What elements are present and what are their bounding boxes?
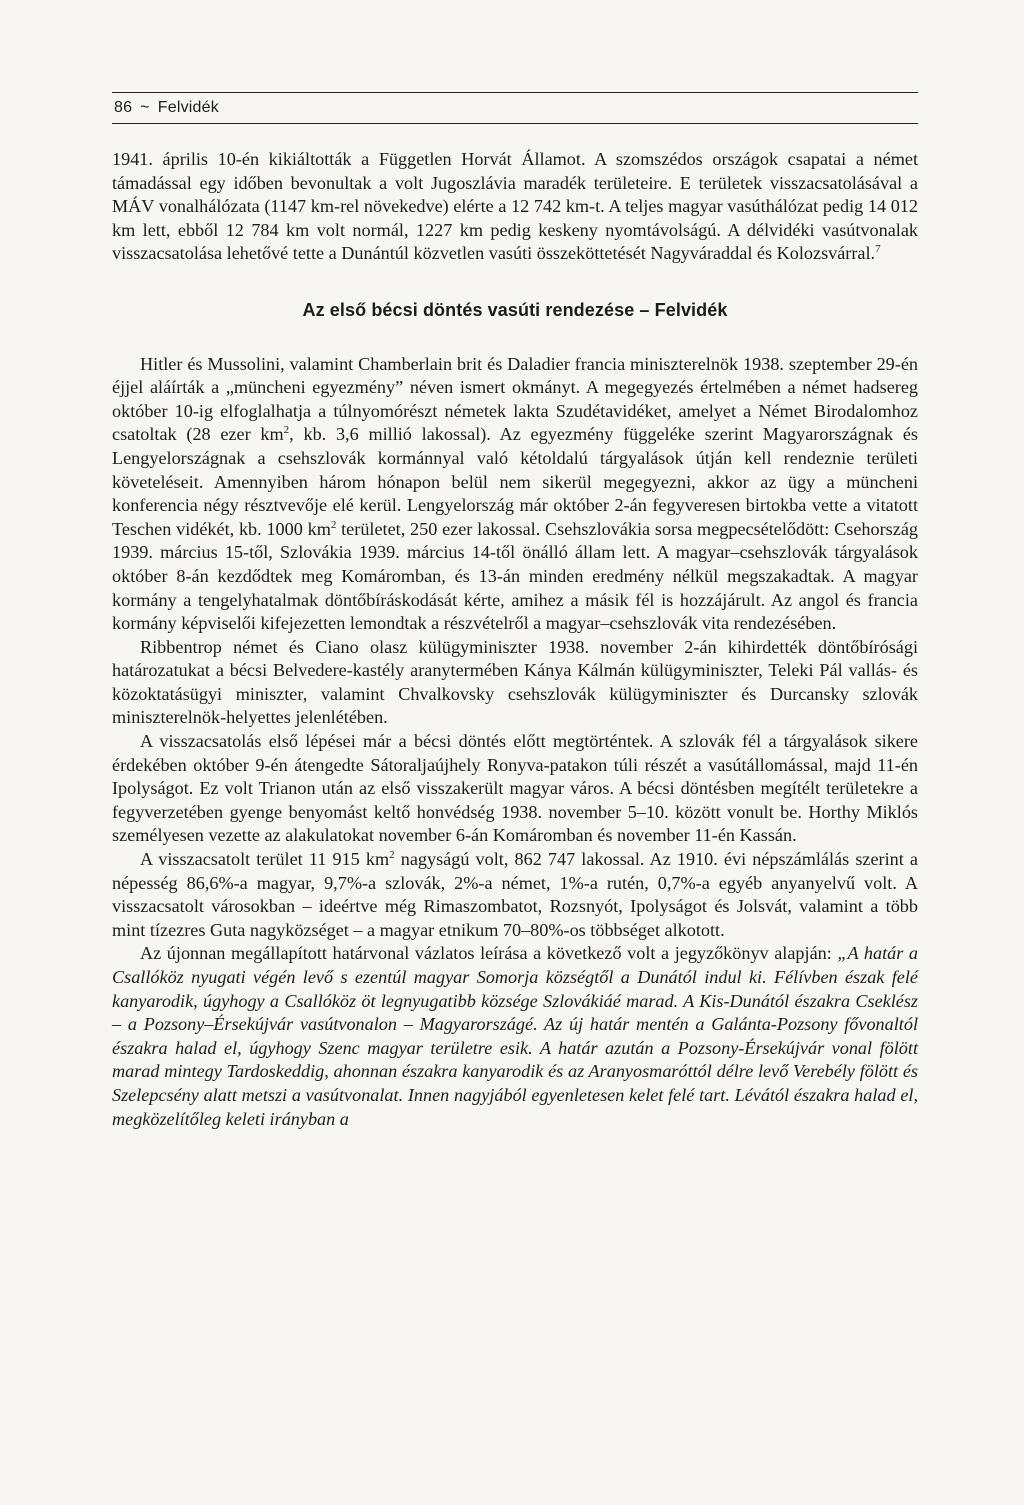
paragraph-4-part-b: nagyságú volt, 862 747 lakossal. Az 1910. évi népszámlálás szerint a népesség 86,6%-a magyar, 9,7%-a szlovák, 2%-a német, 1%-a rutén, 0,7%-a egyéb anyanyelvű volt. A visszacsatolt városokban – ideértve még Rimaszombatot, Rozsnyót, Ipolyságot és Jolsvát, valamint a több mint tízezres Guta nagyközséget – a magyar etnikum 70–80%-os többséget alkotott. bbox=[112, 849, 918, 940]
footnote-reference: 7 bbox=[875, 243, 881, 256]
header-separator: ~ bbox=[140, 99, 150, 116]
paragraph-1-part-b: , kb. 3,6 millió lakossal). Az egyezmény függeléke szerint Magyarországnak és Lengyelországnak a csehszlovák kormánnyal való kétoldalú tárgyalások útján kell rendeznie területi követeléseit. Amennyiben három hónapon belül nem sikerül megegyezni, akkor az ügy a müncheni konferencia négy résztvevője elé kerül. Lengyelország már október 2-án fegyveresen birtokba vette a vitatott Teschen vidékét, kb. 1000 km bbox=[112, 424, 918, 539]
paragraph-3: A visszacsatolás első lépései már a bécsi döntés előtt megtörténtek. A szlovák fél a tárgyalások sikere érdekében október 9-én átengedte Sátoraljaújhely Ronyva-patakon túli részét a vasútállomással, majd 11-én Ipolyságot. Ez volt Trianon után az első visszakerült magyar város. A bécsi döntésben megítélt területekre a fegyverzetében gyenge benyomást keltő honvédség 1938. november 5–10. között vonult be. Horthy Miklós személyesen vezette az alakulatokat november 6-án Komáromban és november 11-én Kassán. bbox=[112, 731, 918, 846]
protocol-quote: „A határ a Csallóköz nyugati végén levő s ezentúl magyar Somorja községtől a Dunától indul ki. Félívben észak felé kanyarodik, úgyhogy a Csallóköz öt legnyugatibb községe Szlovákiáé marad. A Kis-Dunától északra Cseklész – a Pozsony–Érsekújvár vasútvonalon – Magyarországé. Az új határ mentén a Galánta-Pozsony fővonaltól északra halad el, úgyhogy Szenc magyar területre esik. A határ azután a Pozsony-Érsekújvár vonal fölött marad mintegy Tardoskeddig, ahonnan északra kanyarodik és az Aranyosmaróttól délre levő Verebély fölött és Szelepcsény alatt metszi a vasútvonalat. Innen nagyjából egyenletesen kelet felé tart. Lévától északra halad el, megközelítőleg keleti irányban a bbox=[112, 943, 918, 1129]
paragraph-2: Ribbentrop német és Ciano olasz külügyminiszter 1938. november 2-án kihirdették döntőbírósági határozatukat a bécsi Belvedere-kastély aranytermében Kánya Kálmán külügyminiszter, Teleki Pál vallás- és közoktatásügyi miniszter, valamint Chvalkovsky csehszlovák külügyminiszter és Durcansky szlovák miniszterelnök-helyettes jelenlétében. bbox=[112, 636, 918, 728]
page-number: 86 bbox=[114, 99, 133, 116]
section-title: Az első bécsi döntés vasúti rendezése – Felvidék bbox=[302, 299, 728, 320]
paragraph-5-part-a: Az újonnan megállapított határvonal vázlatos leírása a következő volt a jegyzőkönyv alapján: bbox=[140, 943, 838, 964]
body-text bbox=[112, 148, 918, 1131]
paragraph-1-part-a: Hitler és Mussolini, valamint Chamberlain brit és Daladier francia miniszterelnök 1938. szeptember 29-én éjjel aláírták a „müncheni egyezmény” néven ismert okmányt. A megegyezés értelmében a német hadsereg október 10-ig elfoglalhatja a túlnyomórészt németek lakta Szudétavidéket, amelyet a Német Birodalomhoz csatoltak (28 ezer km bbox=[112, 353, 918, 445]
paragraph-1-part-c: területet, 250 ezer lakossal. Csehszlovákia sorsa megpecsételődött: Csehország 1939. március 15-től, Szlovákia 1939. március 14-től önálló állam lett. A magyar–csehszlovák tárgyalások október 8-án kezdődtek meg Komáromban, és 13-án minden eredmény nélkül megszakadtak. A magyar kormány a tengelyhatalmak döntőbíráskodását kérte, amihez a másik fél is hozzájárult. Az angol és francia kormány képviselői kifejezetten lemondtak a részvételről a magyar–csehszlovák vita rendezésében. bbox=[112, 518, 918, 634]
paragraph-4-part-a: A visszacsatolt terület 11 915 km bbox=[140, 849, 390, 870]
paragraph-4 bbox=[112, 848, 918, 942]
paragraph-1 bbox=[112, 353, 918, 636]
paragraph-5 bbox=[112, 942, 918, 1131]
superscript: 2 bbox=[330, 518, 337, 531]
superscript: 2 bbox=[283, 424, 290, 437]
running-header bbox=[112, 92, 918, 124]
intro-text: 1941. április 10-én kikiáltották a Független Horvát Államot. A szomszédos országok csapatai a német támadással egy időben bevonultak a volt Jugoszlávia maradék területeire. E területek visszacsatolásával a MÁV vonalhálózata (1147 km-rel növekedve) elérte a 12 742 km-t. A teljes magyar vasúthálózat pedig 14 012 km lett, ebből 12 784 km volt normál, 1227 km pedig keskeny nyomtávolságú. A délvidéki vasútvonalak visszacsatolása lehetővé tette a Dunántúl közvetlen vasúti összeköttetését Nagyváraddal és Kolozsvárral. bbox=[112, 149, 918, 264]
running-title: Felvidék bbox=[157, 99, 219, 116]
intro-paragraph bbox=[112, 148, 918, 266]
superscript: 2 bbox=[389, 849, 395, 862]
